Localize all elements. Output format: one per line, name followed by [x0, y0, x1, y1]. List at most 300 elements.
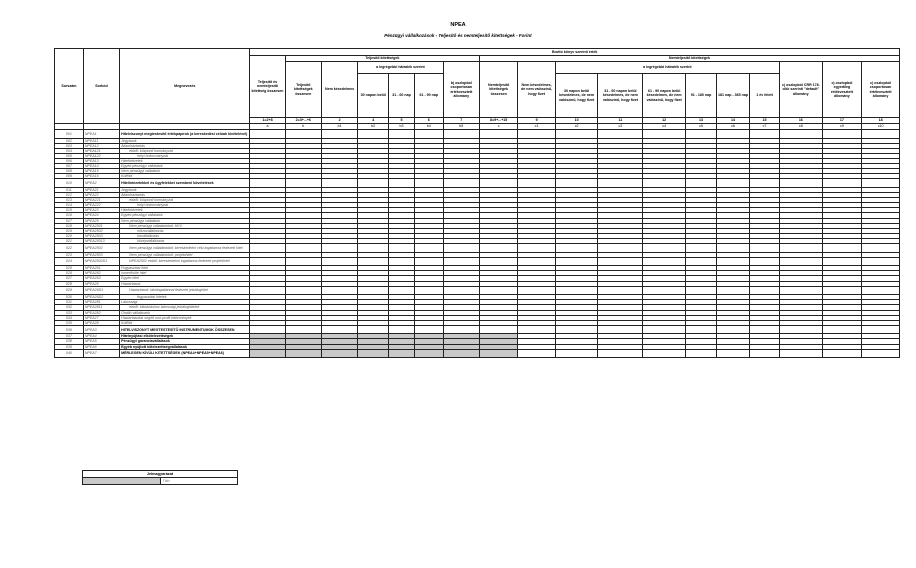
value-cell[interactable] — [443, 130, 479, 139]
row-code: NPEA4 — [83, 334, 119, 339]
value-cell[interactable] — [686, 179, 717, 188]
value-cell[interactable] — [518, 349, 555, 358]
row-label: Egyéb pénzügyi vállalatok — [120, 213, 250, 218]
value-cell[interactable] — [779, 243, 822, 252]
value-cell[interactable] — [358, 179, 389, 188]
row-code: NPEA262 — [83, 271, 119, 276]
row-number: 033 — [55, 310, 84, 315]
row-number: 002 — [55, 138, 84, 143]
legend-item: Tiltó — [160, 478, 238, 485]
row-label: fogyasztási hitelek — [120, 295, 250, 300]
value-cell[interactable] — [479, 286, 517, 295]
row-label: ebből: központi kormányzat — [120, 198, 250, 203]
col-c-csop: c) oszlopból csoportosan értékvesztett állomány — [862, 62, 900, 118]
col-c31-60: 31 - 60 napon belül késedelmes, de nem valószínű, hogy fizet — [598, 74, 643, 118]
value-cell[interactable] — [862, 243, 900, 252]
code-cell: c — [479, 124, 517, 130]
row-label: Egyéb pénzügyi vállalatok — [120, 164, 250, 169]
row-label: Egyéb hitel — [120, 276, 250, 281]
row-code: NPEA6 — [83, 344, 119, 349]
formula-cell: 2 — [321, 118, 357, 124]
value-cell[interactable] — [716, 179, 749, 188]
value-cell[interactable] — [862, 286, 900, 295]
row-label: Külföld — [120, 174, 250, 179]
formula-cell: 9 — [518, 118, 555, 124]
row-code: NPEA3 — [83, 325, 119, 334]
value-cell[interactable] — [822, 286, 862, 295]
row-number: 020 — [55, 233, 84, 238]
row-code: NPEA261 — [83, 266, 119, 271]
row-code: NPEA121 — [83, 148, 119, 153]
value-cell[interactable] — [822, 179, 862, 188]
row-number: 029 — [55, 286, 84, 295]
value-cell[interactable] — [750, 243, 780, 252]
value-cell[interactable] — [518, 243, 555, 252]
value-cell[interactable] — [555, 130, 598, 139]
row-number: 004 — [55, 148, 84, 153]
value-cell[interactable] — [598, 179, 643, 188]
formula-cell: 12 — [643, 118, 686, 124]
row-label: Hitelintézetekkel és ügyfelekkel szembeni követelések — [120, 179, 250, 188]
value-cell[interactable] — [285, 257, 321, 266]
row-label: Hitelintézetek — [120, 158, 250, 163]
row-label: Hitelviszonyt megtestesítő értékpapírok (a kereskedési célúak kivételével) — [120, 130, 250, 139]
code-cell: c3 — [598, 124, 643, 130]
row-number: 015 — [55, 208, 84, 213]
col-teljesito-total: Teljesítő kitettségek összesen — [285, 62, 321, 118]
row-label: Önálló vállalkozók — [120, 310, 250, 315]
value-cell[interactable] — [555, 243, 598, 252]
value-cell[interactable] — [389, 286, 415, 295]
value-cell[interactable] — [862, 349, 900, 358]
value-cell[interactable] — [555, 325, 598, 334]
value-cell[interactable] — [389, 349, 415, 358]
value-cell[interactable] — [250, 257, 285, 266]
formula-cell: 13 — [686, 118, 717, 124]
row-label: Nem pénzügyi vállalatok — [120, 169, 250, 174]
formula-cell: 7 — [443, 118, 479, 124]
value-cell[interactable] — [779, 130, 822, 139]
table-row — [55, 179, 900, 188]
row-label: Jegybank — [120, 138, 250, 143]
group-legregebbi-c: a legrégebbi hátralék szerint — [555, 62, 779, 74]
value-cell[interactable] — [555, 286, 598, 295]
value-cell[interactable] — [779, 257, 822, 266]
row-number: 023 — [55, 252, 84, 257]
group-legregebbi-b: a legrégebbi hátralék szerint — [358, 62, 443, 74]
col-c-egyedi: c) oszlopból egyedileg értékvesztett állomány — [822, 62, 862, 118]
col-b-oszlop: b) oszlopból csoportosan értékvesztett állomány — [443, 62, 479, 118]
value-cell[interactable] — [518, 257, 555, 266]
formula-cell: 4 — [358, 118, 389, 124]
col-sorszam: Sorszám — [55, 49, 84, 124]
row-label: kisvállalkozás — [120, 233, 250, 238]
code-cell: a — [250, 124, 285, 130]
report-subtitle: Pénzügyi vállalkozások - Teljesítő és nemteljesítő kitettségek - Forint — [384, 33, 532, 38]
row-code: NPEA1 — [83, 130, 119, 139]
value-cell[interactable] — [414, 130, 443, 139]
row-label: Külföld — [120, 320, 250, 325]
group-nemteljesito: Nemteljesítő kitettségek — [479, 56, 899, 62]
formula-cell: 8=9+...+15 — [479, 118, 517, 124]
row-number: 017 — [55, 218, 84, 223]
code-cell: b — [285, 124, 321, 130]
value-cell[interactable] — [250, 286, 285, 295]
row-number: 008 — [55, 169, 84, 174]
value-cell[interactable] — [414, 286, 443, 295]
code-cell: b4 — [414, 124, 443, 130]
value-cell[interactable] — [443, 286, 479, 295]
table-row — [55, 130, 900, 139]
value-cell[interactable] — [716, 130, 749, 139]
value-cell[interactable] — [389, 257, 415, 266]
value-cell[interactable] — [643, 325, 686, 334]
value-cell[interactable] — [389, 130, 415, 139]
value-cell[interactable] — [555, 179, 598, 188]
value-cell[interactable] — [643, 349, 686, 358]
row-number: 036 — [55, 325, 84, 334]
value-cell[interactable] — [598, 257, 643, 266]
value-cell[interactable] — [750, 130, 780, 139]
value-cell[interactable] — [250, 349, 285, 358]
value-cell[interactable] — [479, 179, 517, 188]
value-cell[interactable] — [716, 349, 749, 358]
value-cell[interactable] — [285, 286, 321, 295]
col-c61-90: 61 - 90 napon belül késedelmes, de nem valószínű, hogy fizet — [643, 74, 686, 118]
value-cell[interactable] — [479, 243, 517, 252]
value-cell[interactable] — [822, 349, 862, 358]
table-row — [55, 349, 900, 358]
col-teljesito-nemteljesito: Teljesítő és nemteljesítő kitettség összesen — [250, 56, 285, 118]
code-cell: b2 — [358, 124, 389, 130]
value-cell[interactable] — [443, 179, 479, 188]
value-cell[interactable] — [414, 349, 443, 358]
value-cell[interactable] — [250, 130, 285, 139]
row-code: NPEA222 — [83, 203, 119, 208]
row-code: NPEA26 — [83, 281, 119, 286]
row-number: 009 — [55, 174, 84, 179]
formula-cell: 15 — [750, 118, 780, 124]
value-cell[interactable] — [716, 243, 749, 252]
value-cell[interactable] — [750, 286, 780, 295]
value-cell[interactable] — [750, 349, 780, 358]
row-number: 025 — [55, 266, 84, 271]
col-d30: 30 napon belül — [358, 74, 389, 118]
code-cell: b3 — [389, 124, 415, 130]
value-cell[interactable] — [518, 130, 555, 139]
row-number: 027 — [55, 276, 84, 281]
row-label: Hitelintézetek — [120, 208, 250, 213]
value-cell[interactable] — [285, 349, 321, 358]
value-cell[interactable] — [598, 243, 643, 252]
value-cell[interactable] — [716, 286, 749, 295]
row-code: NPEA282 — [83, 310, 119, 315]
value-cell[interactable] — [598, 286, 643, 295]
row-number: 007 — [55, 164, 84, 169]
col-c1ev: 1 év felett — [750, 74, 780, 118]
row-code: NPEA281 — [83, 300, 119, 305]
value-cell[interactable] — [389, 243, 415, 252]
value-cell[interactable] — [358, 286, 389, 295]
value-cell[interactable] — [518, 325, 555, 334]
value-cell[interactable] — [443, 325, 479, 334]
row-number: 038 — [55, 339, 84, 344]
row-code: NPEA263 — [83, 276, 119, 281]
formula-cell: 11 — [598, 118, 643, 124]
value-cell[interactable] — [479, 349, 517, 358]
row-number: 018 — [55, 223, 84, 228]
value-cell[interactable] — [643, 130, 686, 139]
value-cell[interactable] — [779, 325, 822, 334]
value-cell[interactable] — [414, 179, 443, 188]
value-cell[interactable] — [389, 179, 415, 188]
row-code: NPEA2502D1 — [83, 257, 119, 266]
row-number: 003 — [55, 143, 84, 148]
row-number: 012 — [55, 193, 84, 198]
value-cell[interactable] — [250, 243, 285, 252]
col-nem-kesedelmes: Nem késedelmes — [321, 62, 357, 118]
row-code: NPEA22 — [83, 193, 119, 198]
value-cell[interactable] — [321, 325, 357, 334]
value-cell[interactable] — [555, 257, 598, 266]
row-code: NPEA7 — [83, 349, 119, 358]
row-label: ebből: kiinduláshoz lakossági jelzáloghitelek — [120, 305, 250, 310]
value-cell[interactable] — [643, 179, 686, 188]
row-code: NPEA21 — [83, 187, 119, 192]
row-code: NPEA26D2 — [83, 295, 119, 300]
formula-cell: 16 — [779, 118, 822, 124]
formula-cell: 10 — [555, 118, 598, 124]
row-label: Hitelnyújtási elkötelezettségek — [120, 334, 250, 339]
row-label: Háztartásokat segítő non-profit intézmények — [120, 315, 250, 320]
value-cell[interactable] — [479, 257, 517, 266]
value-cell[interactable] — [750, 257, 780, 266]
value-cell[interactable] — [779, 286, 822, 295]
value-cell[interactable] — [443, 349, 479, 358]
value-cell[interactable] — [716, 257, 749, 266]
value-cell[interactable] — [518, 286, 555, 295]
row-number: 014 — [55, 203, 84, 208]
value-cell[interactable] — [414, 325, 443, 334]
table-row — [55, 286, 900, 295]
row-label: helyi önkormányzat — [120, 153, 250, 158]
value-cell[interactable] — [750, 179, 780, 188]
row-label: Nem pénzügyi vállalatok — [120, 218, 250, 223]
value-cell[interactable] — [779, 179, 822, 188]
row-code: NPEA2501 — [83, 223, 119, 228]
row-label: Nem pénzügyi vállalatokból: KKV — [120, 223, 250, 228]
value-cell[interactable] — [285, 179, 321, 188]
row-code: NPEA221 — [83, 198, 119, 203]
row-label: Pénzügyi garanciavállalások — [120, 339, 250, 344]
value-cell[interactable] — [686, 325, 717, 334]
value-cell[interactable] — [862, 257, 900, 266]
row-label: Háztartások: lakóingatlannal fedezett jelzáloghitel — [120, 286, 250, 295]
value-cell[interactable] — [285, 243, 321, 252]
row-number: 021 — [55, 238, 84, 243]
value-cell[interactable] — [686, 243, 717, 252]
value-cell[interactable] — [321, 179, 357, 188]
code-cell: c8 — [779, 124, 822, 130]
row-number: 039 — [55, 344, 84, 349]
code-cell: c2 — [555, 124, 598, 130]
row-number: 032 — [55, 305, 84, 310]
value-cell[interactable] — [643, 257, 686, 266]
legend-swatch — [83, 478, 161, 485]
row-number: 024 — [55, 257, 84, 266]
value-cell[interactable] — [862, 130, 900, 139]
row-code: NPEA25013 — [83, 238, 119, 243]
value-cell[interactable] — [321, 286, 357, 295]
row-label: Államháztartás — [120, 193, 250, 198]
value-cell[interactable] — [285, 325, 321, 334]
value-cell[interactable] — [479, 130, 517, 139]
npea-table — [54, 48, 900, 358]
value-cell[interactable] — [862, 325, 900, 334]
row-label: Ismerősöle hitel — [120, 271, 250, 276]
row-number: 037 — [55, 334, 84, 339]
value-cell[interactable] — [358, 243, 389, 252]
value-cell[interactable] — [518, 179, 555, 188]
row-code: NPEA11 — [83, 138, 119, 143]
value-cell[interactable] — [686, 257, 717, 266]
row-code: NPEA15 — [83, 169, 119, 174]
value-cell[interactable] — [358, 349, 389, 358]
value-cell[interactable] — [285, 130, 321, 139]
row-code: NPEA26D1 — [83, 286, 119, 295]
row-code: NPEA5 — [83, 339, 119, 344]
row-number: 022 — [55, 243, 84, 252]
row-label: Nem pénzügyi vállalatokból: projekthitel — [120, 252, 250, 257]
row-label: középvállalkozás — [120, 238, 250, 243]
col-sorkod: Sorkód — [83, 49, 119, 124]
value-cell[interactable] — [822, 243, 862, 252]
row-code: NPEA2502 — [83, 243, 119, 252]
row-number: 010 — [55, 179, 84, 188]
value-cell[interactable] — [479, 325, 517, 334]
row-code: NPEA25 — [83, 218, 119, 223]
row-code: NPEA14 — [83, 164, 119, 169]
value-cell[interactable] — [443, 257, 479, 266]
row-code: NPEA122 — [83, 153, 119, 158]
report-title: NPEA — [450, 22, 466, 28]
formula-cell: 18 — [862, 118, 900, 124]
code-cell: c6 — [716, 124, 749, 130]
formula-cell: 6 — [414, 118, 443, 124]
col-nemteljesito-total: Nemteljesítő kitettségek összesen — [479, 62, 517, 118]
row-label: helyi önkormányzat — [120, 203, 250, 208]
row-label: ebből: központi kormányzat — [120, 148, 250, 153]
value-cell[interactable] — [716, 325, 749, 334]
code-cell: b1 — [321, 124, 357, 130]
row-code: NPEA28 — [83, 320, 119, 325]
row-label: Háztartások — [120, 281, 250, 286]
row-code: NPEA2811 — [83, 305, 119, 310]
value-cell[interactable] — [321, 349, 357, 358]
row-label: NPEA2502 ebből: kereskedelmi ingatlanna fedezett projekthitel — [120, 257, 250, 266]
row-number: 035 — [55, 320, 84, 325]
value-cell[interactable] — [389, 325, 415, 334]
value-cell[interactable] — [643, 243, 686, 252]
col-megnevezes: Megnevezés — [120, 49, 250, 124]
row-code: NPEA27 — [83, 315, 119, 320]
value-cell[interactable] — [822, 325, 862, 334]
value-cell[interactable] — [414, 243, 443, 252]
value-cell[interactable] — [598, 130, 643, 139]
value-cell[interactable] — [750, 325, 780, 334]
value-cell[interactable] — [686, 349, 717, 358]
value-cell[interactable] — [862, 179, 900, 188]
code-cell: c10 — [862, 124, 900, 130]
value-cell[interactable] — [555, 349, 598, 358]
formula-cell: 5 — [389, 118, 415, 124]
row-label: Államháztartás — [120, 143, 250, 148]
code-cell: c9 — [822, 124, 862, 130]
value-cell[interactable] — [321, 243, 357, 252]
value-cell[interactable] — [250, 179, 285, 188]
row-number: 026 — [55, 271, 84, 276]
value-cell[interactable] — [358, 130, 389, 139]
row-number: 028 — [55, 281, 84, 286]
value-cell[interactable] — [686, 286, 717, 295]
legend — [82, 470, 238, 485]
value-cell[interactable] — [822, 130, 862, 139]
row-label: MÉRLEGEN KÍVÜLI KITETTSÉGEK (NPEA4+NPEA5+NPEA6) — [120, 349, 250, 358]
value-cell[interactable] — [686, 130, 717, 139]
value-cell[interactable] — [443, 243, 479, 252]
code-cell: c5 — [686, 124, 717, 130]
col-c-crr: c) oszlopból CRR 178. cikk szerinti "default" állomány — [779, 62, 822, 118]
row-number: 006 — [55, 158, 84, 163]
value-cell[interactable] — [598, 325, 643, 334]
value-cell[interactable] — [321, 130, 357, 139]
row-number: 016 — [55, 213, 84, 218]
row-label: HITELVISZONYT MEGTESTESÍTŐ INSTRUMENTUMOK ÖSSZESEN — [120, 325, 250, 334]
row-label: Fogyasztási hitel — [120, 266, 250, 271]
row-number: 034 — [55, 315, 84, 320]
row-code: NPEA2 — [83, 179, 119, 188]
value-cell[interactable] — [414, 257, 443, 266]
value-cell[interactable] — [598, 349, 643, 358]
value-cell[interactable] — [358, 325, 389, 334]
row-code: NPEA13 — [83, 158, 119, 163]
row-code: NPEA16 — [83, 174, 119, 179]
row-number: 011 — [55, 187, 84, 192]
value-cell[interactable] — [822, 257, 862, 266]
value-cell[interactable] — [321, 257, 357, 266]
row-label: Jegybank — [120, 187, 250, 192]
row-number: 030 — [55, 295, 84, 300]
col-c30: 30 napon belül késedelmes, de nem valószínű, hogy fizet — [555, 74, 598, 118]
code-cell: c1 — [518, 124, 555, 130]
value-cell[interactable] — [643, 286, 686, 295]
value-cell[interactable] — [250, 325, 285, 334]
col-d61-90: 61 - 90 nap — [414, 74, 443, 118]
row-label: Egyéb nyújtott kötelezettségvállalások — [120, 344, 250, 349]
group-teljesito: Teljesítő kitettségek — [285, 56, 479, 62]
formula-cell: 14 — [716, 118, 749, 124]
row-code: NPEA23 — [83, 208, 119, 213]
row-number: 031 — [55, 300, 84, 305]
row-label: mikrovállalkozás — [120, 228, 250, 233]
value-cell[interactable] — [779, 349, 822, 358]
code-cell: c7 — [750, 124, 780, 130]
col-c181-365: 181 nap - 365 nap — [716, 74, 749, 118]
row-code: NPEA2503 — [83, 252, 119, 257]
value-cell[interactable] — [358, 257, 389, 266]
table-row — [55, 243, 900, 252]
formula-cell: 17 — [822, 118, 862, 124]
